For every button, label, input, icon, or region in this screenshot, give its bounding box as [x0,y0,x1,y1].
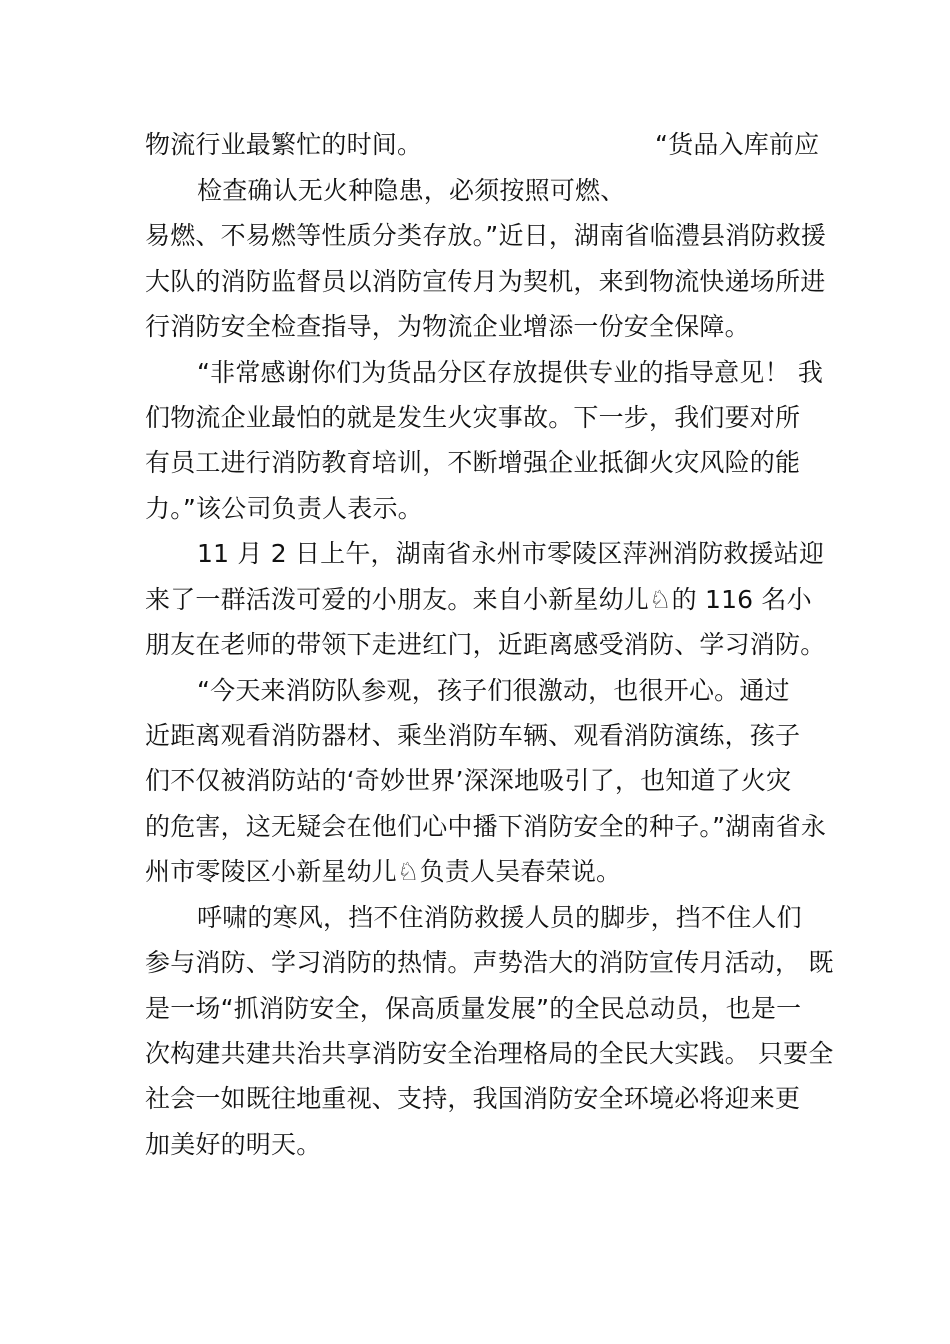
text-line: 近距离观看消防器材、乘坐消防车辆、观看消防演练，孩子 [145,721,801,750]
text-line: 州市零陵区小新星幼儿♘负责人吴春荣说。 [145,857,622,886]
text-line: 呼啸的寒风，挡不住消防救援人员的脚步，挡不住人们 [197,903,802,932]
text-line: 朋友在老师的带领下走进红门，近距离感受消防、学习消防。 [145,630,826,659]
text-line: 们物流企业最怕的就是发生火灾事故。下一步，我们要对所 [145,403,801,432]
text-line: 来了一群活泼可爱的小朋友。来自小新星幼儿♘的 116 名小 [145,585,812,614]
text-line: 参与消防、学习消防的热情。声势浩大的消防宣传月活动， 既 [145,948,834,977]
text-line: 社会一如既往地重视、支持，我国消防安全环境必将迎来更 [145,1084,801,1113]
text-line: 行消防安全检查指导，为物流企业增添一份安全保障。 [145,312,750,341]
text-line: 11 月 2 日上午，湖南省永州市零陵区萍洲消防救援站迎 [197,539,825,568]
text-line: 易燃、不易燃等性质分类存放。”近日，湖南省临澧县消防救援 [145,221,827,250]
text-line: 物流行业最繁忙的时间。 [145,130,423,159]
text-line: 是一场“抓消防安全，保高质量发展”的全民总动员，也是一 [145,994,802,1023]
text-line: 检查确认无火种隐患，必须按照可燃、 [197,176,626,205]
text-line: 大队的消防监督员以消防宣传月为契机，来到物流快递场所进 [145,267,826,296]
text-line: 的危害，这无疑会在他们心中播下消防安全的种子。”湖南省永 [145,812,827,841]
text-line: “非常感谢你们为货品分区存放提供专业的指导意见！ 我 [197,358,824,387]
text-line: 有员工进行消防教育培训，不断增强企业抵御火灾风险的能 [145,448,801,477]
text-line: 加美好的明天。 [145,1130,322,1159]
text-line: 们不仅被消防站的‘奇妙世界’深深地吸引了，也知道了火灾 [145,766,792,795]
text-line: 力。”该公司负责人表示。 [145,494,423,523]
text-line: 次构建共建共治共享消防安全治理格局的全民大实践。 只要全 [145,1039,834,1068]
text-line: “货品入库前应 [655,130,820,159]
text-line: “今天来消防队参观，孩子们很激动，也很开心。通过 [197,676,790,705]
